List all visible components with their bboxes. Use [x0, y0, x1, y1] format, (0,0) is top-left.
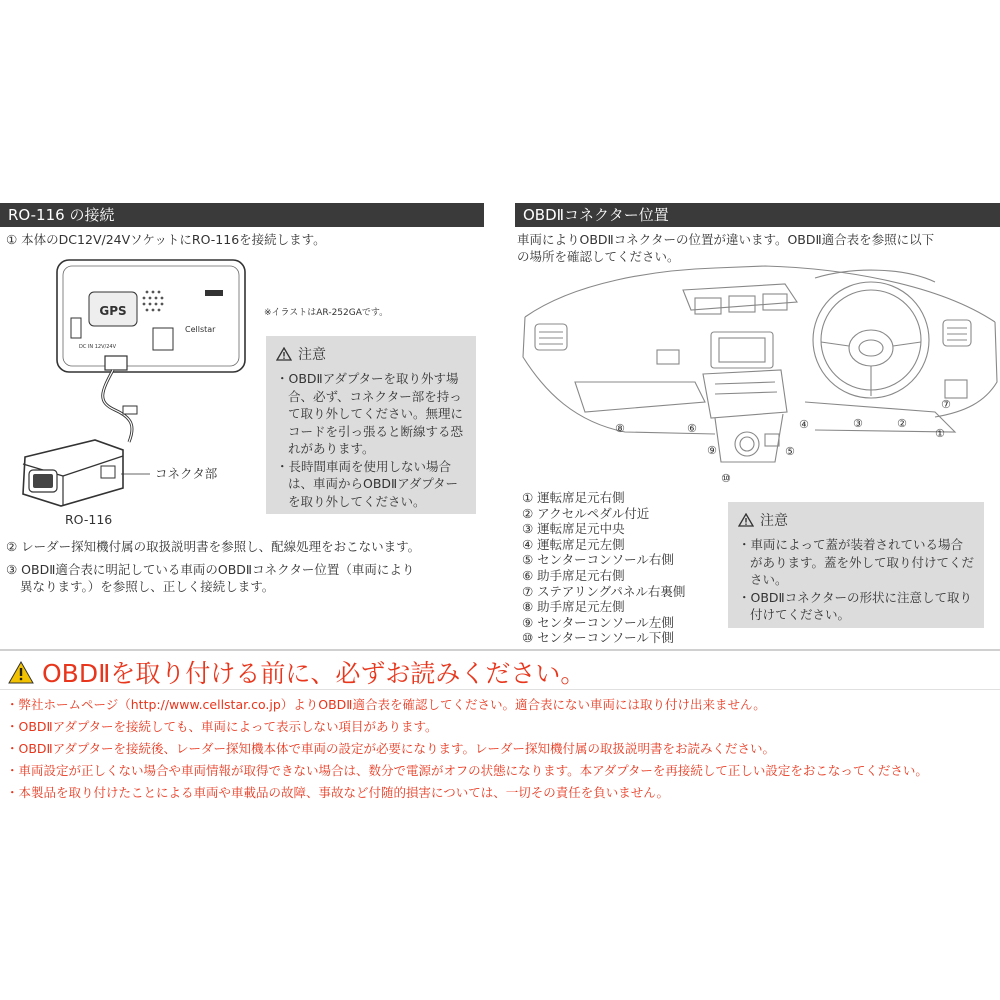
radar-detector-body [57, 260, 245, 372]
location-item: ⑥ 助手席足元右側 [522, 567, 625, 583]
callout-2: ② [897, 417, 907, 430]
diagram-callouts [615, 398, 951, 485]
step-3-cont: 異なります。）を参照し、正しく接続します。 [20, 579, 275, 594]
dashboard-diagram [515, 262, 1000, 490]
warning-item: ・OBDⅡアダプターを接続後、レーダー探知機本体で車両の設定が必要になります。レーダー探知機付属の取扱説明書をお読みください。 [6, 741, 775, 756]
location-item: ① 運転席足元右側 [522, 490, 625, 505]
location-item: ② アクセルペダル付近 [522, 505, 650, 521]
warning-item: ・車両設定が正しくない場合や車両情報が取得できない場合は、数分で電源がオフの状態になります。本アダプターを再接続して正しい設定をおこなってください。 [6, 763, 928, 778]
device-illustration [5, 252, 255, 532]
location-item: ⑦ ステアリングパネル右裏側 [522, 583, 686, 599]
caution-triangle-icon [8, 661, 34, 684]
warning-list [6, 694, 928, 804]
caution-box-right [728, 502, 984, 628]
warning-item: ・弊社ホームページ（http://www.cellstar.co.jp）よりOBDⅡ適合表を確認してください。適合表にない車両には取り付け出来ません。 [6, 697, 766, 712]
warning-icon [276, 347, 292, 361]
section-header-connection [0, 203, 484, 227]
warning-item: ・本製品を取り付けたことによる車両や車載品の故障、事故など付随的損害については、一切その責任を負いません。 [6, 785, 670, 800]
warning-title [8, 654, 585, 690]
location-item: ⑩ センターコンソール下側 [522, 630, 674, 646]
warning-item: ・OBDⅡアダプターを接続しても、車両によって表示しない項目があります。 [6, 719, 438, 734]
step-2: ② レーダー探知機付属の取扱説明書を参照し、配線処理をおこないます。 [6, 539, 421, 554]
socket-label: DC IN 12V/24V [79, 344, 116, 350]
section-title: OBDⅡコネクター位置 [523, 206, 669, 224]
caution-item: ・OBDⅡコネクターの形状に注意して取り付けてください。 [738, 589, 972, 622]
callout-3: ③ [853, 417, 863, 430]
step-1: ① 本体のDC12V/24VソケットにRO-116を接続します。 [6, 232, 326, 247]
callout-4: ④ [799, 418, 809, 431]
location-item: ⑧ 助手席足元左側 [522, 599, 625, 615]
caution-box-left [266, 336, 476, 514]
connector-label: コネクタ部 [155, 466, 218, 481]
callout-8: ⑧ [615, 422, 625, 435]
callout-9: ⑨ [707, 444, 717, 457]
brand-label: Cellstar [185, 325, 216, 334]
section-title: RO-116 の接続 [8, 206, 115, 224]
illustration-note: ※イラストはAR-252GAです。 [264, 308, 389, 318]
callout-5: ⑤ [785, 445, 795, 458]
location-item: ⑤ センターコンソール右側 [522, 552, 674, 568]
caution-title-text: 注意 [298, 347, 326, 363]
intro-text: 車両によりOBDⅡコネクターの位置が違います。OBDⅡ適合表を参照に以下 [517, 232, 935, 247]
gps-label: GPS [99, 304, 127, 318]
warning-title-text: OBDⅡを取り付ける前に、必ずお読みください。 [42, 659, 586, 688]
location-item: ④ 運転席足元左側 [522, 536, 625, 552]
caution-item: ・長時間車両を使用しない場合は、車両からOBDⅡアダプターを取り外してください。 [276, 458, 458, 509]
location-item: ③ 運転席足元中央 [522, 521, 625, 537]
callout-6: ⑥ [687, 422, 697, 435]
caution-title [276, 344, 466, 364]
section-header-position [515, 203, 1000, 227]
model-label: RO-116 [65, 512, 113, 527]
caution-title-text: 注意 [760, 513, 788, 529]
caution-item: ・OBDⅡアダプターを取り外す場合、必ず、コネクター部を持って取り外してください。無理にコードを引っ張ると断線する恐れがあります。 [276, 371, 464, 456]
callout-7: ⑦ [941, 398, 951, 411]
location-item: ⑨ センターコンソール左側 [522, 614, 674, 630]
dc-plug [105, 356, 127, 370]
caution-title [738, 510, 974, 530]
intro-text-cont: の場所を確認してください。 [517, 249, 680, 264]
divider-sub [0, 689, 1000, 690]
divider-top [0, 649, 1000, 651]
step-3: ③ OBDⅡ適合表に明記している車両のOBDⅡコネクター位置（車両により [6, 562, 415, 577]
caution-item: ・車両によって蓋が装着されている場合があります。蓋を外して取り付けてください。 [738, 537, 975, 587]
callout-10: ⑩ [721, 472, 731, 485]
warning-icon [738, 513, 754, 527]
callout-1: ① [935, 427, 945, 440]
location-list [522, 490, 685, 646]
